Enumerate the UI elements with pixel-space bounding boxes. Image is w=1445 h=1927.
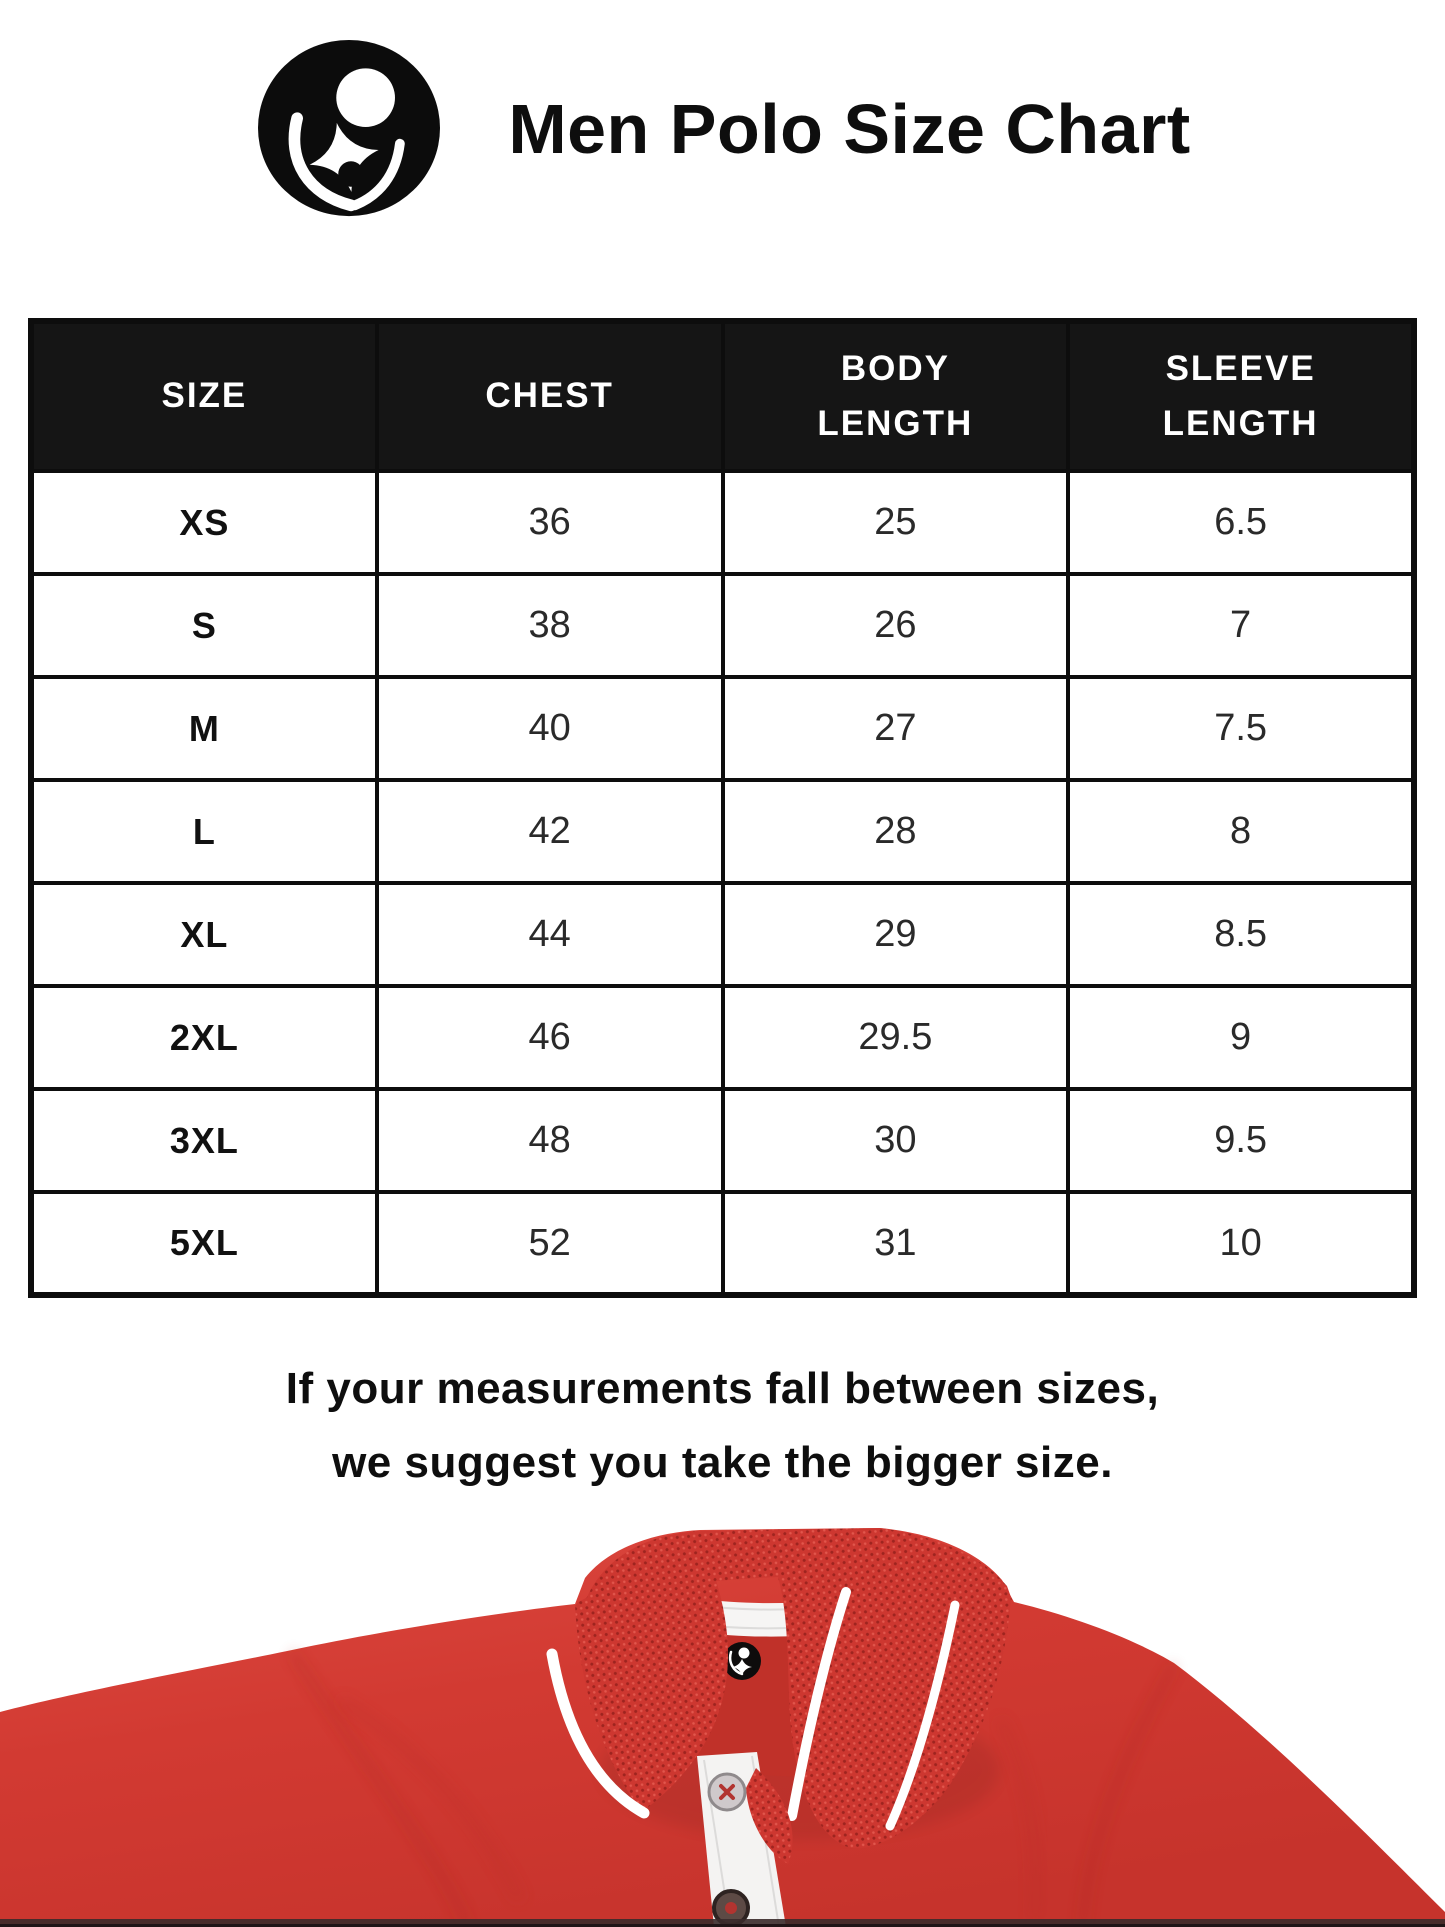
sleeve-length-cell: 10 xyxy=(1068,1192,1414,1295)
sizing-note xyxy=(0,1352,1445,1500)
table-header-row xyxy=(31,321,1414,471)
table-row-xl xyxy=(31,883,1414,986)
sleeve-length-cell: 9.5 xyxy=(1068,1089,1414,1192)
column-header-sleeve-length: SLEEVE LENGTH xyxy=(1068,321,1414,471)
chest-cell: 38 xyxy=(377,574,723,677)
table-row-5xl xyxy=(31,1192,1414,1295)
chest-cell: 42 xyxy=(377,780,723,883)
body-length-cell: 27 xyxy=(723,677,1069,780)
polo-shirt-illustration xyxy=(0,1520,1445,1927)
chest-cell: 40 xyxy=(377,677,723,780)
neck-label-brand-logo xyxy=(723,1642,761,1680)
page-header xyxy=(0,38,1445,220)
sleeve-length-cell: 9 xyxy=(1068,986,1414,1089)
polo-button-top xyxy=(709,1774,745,1810)
chest-cell: 44 xyxy=(377,883,723,986)
size-cell: 2XL xyxy=(31,986,377,1089)
table-row-m xyxy=(31,677,1414,780)
table-row-xs xyxy=(31,471,1414,574)
sizing-note-line2: we suggest you take the bigger size. xyxy=(332,1438,1113,1487)
body-length-cell: 29.5 xyxy=(723,986,1069,1089)
sizing-note-line1: If your measurements fall between sizes, xyxy=(285,1364,1160,1413)
red-polo-shirt-photo xyxy=(0,1520,1445,1927)
body-length-cell: 31 xyxy=(723,1192,1069,1295)
sleeve-length-cell: 7 xyxy=(1068,574,1414,677)
table-row-l xyxy=(31,780,1414,883)
size-chart-table xyxy=(28,318,1417,1298)
sleeve-length-cell: 8 xyxy=(1068,780,1414,883)
brand-logo-icon xyxy=(254,38,444,220)
table-row-3xl xyxy=(31,1089,1414,1192)
column-header-chest: CHEST xyxy=(377,321,723,471)
size-cell: 3XL xyxy=(31,1089,377,1192)
size-cell: S xyxy=(31,574,377,677)
sleeve-length-cell: 7.5 xyxy=(1068,677,1414,780)
chest-cell: 48 xyxy=(377,1089,723,1192)
page-title: Men Polo Size Chart xyxy=(508,90,1191,168)
body-length-cell: 28 xyxy=(723,780,1069,883)
column-header-body-length: BODY LENGTH xyxy=(723,321,1069,471)
chest-cell: 52 xyxy=(377,1192,723,1295)
size-cell: 5XL xyxy=(31,1192,377,1295)
table-row-s xyxy=(31,574,1414,677)
size-cell: XL xyxy=(31,883,377,986)
body-length-cell: 29 xyxy=(723,883,1069,986)
sleeve-length-cell: 8.5 xyxy=(1068,883,1414,986)
body-length-cell: 30 xyxy=(723,1089,1069,1192)
body-length-cell: 25 xyxy=(723,471,1069,574)
size-cell: L xyxy=(31,780,377,883)
size-cell: XS xyxy=(31,471,377,574)
size-cell: M xyxy=(31,677,377,780)
body-length-cell: 26 xyxy=(723,574,1069,677)
table-row-2xl xyxy=(31,986,1414,1089)
column-header-size: SIZE xyxy=(31,321,377,471)
chest-cell: 36 xyxy=(377,471,723,574)
sleeve-length-cell: 6.5 xyxy=(1068,471,1414,574)
chest-cell: 46 xyxy=(377,986,723,1089)
